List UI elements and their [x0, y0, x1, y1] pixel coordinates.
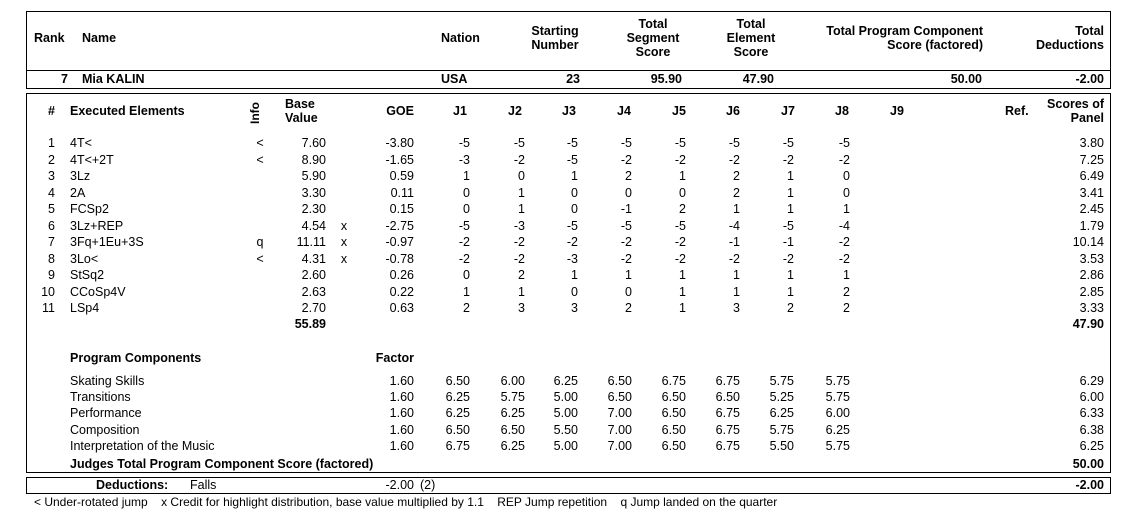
element-judge-score: 0	[571, 202, 578, 216]
component-judge-score: 6.25	[769, 406, 794, 421]
component-judge-score: 6.25	[500, 406, 525, 421]
element-goe: 0.15	[389, 202, 414, 216]
element-row	[0, 234, 1132, 250]
component-judge-score: 5.50	[553, 422, 578, 437]
element-row	[0, 300, 1132, 316]
nation-label: Nation	[441, 31, 480, 45]
element-goe: -3.80	[385, 136, 414, 150]
legend-under-rotated: < Under-rotated jump	[34, 495, 148, 509]
starting-number-label: Starting Number	[531, 24, 579, 52]
skater-total-deductions: -2.00	[1075, 72, 1104, 86]
element-goe: -0.78	[385, 251, 414, 266]
component-judge-score: 6.00	[825, 406, 850, 421]
element-number: 3	[48, 169, 55, 183]
element-panel-score: 2.85	[1079, 284, 1104, 299]
factor-label: Factor	[375, 351, 414, 365]
element-panel-score: 6.49	[1079, 169, 1104, 183]
element-panel-score: 2.86	[1079, 268, 1104, 282]
element-judge-score: -5	[620, 218, 632, 233]
total-segment-score-label: Total Segment Score	[626, 17, 680, 59]
element-judge-score: -2	[674, 152, 686, 167]
pc-total-score: 50.00	[1072, 457, 1104, 471]
element-judge-score: 2	[463, 301, 470, 315]
element-number: 1	[48, 136, 55, 150]
component-judge-score: 6.25	[825, 422, 850, 437]
element-judge-score: -5	[620, 136, 632, 150]
deductions-type: Falls	[190, 478, 217, 492]
element-judge-score: 2	[625, 169, 632, 183]
element-judge-score: -1	[782, 235, 794, 249]
element-goe: 0.22	[389, 284, 414, 299]
rank-label: Rank	[34, 31, 65, 45]
legend-jump-repetition: REP Jump repetition	[497, 495, 608, 509]
element-judge-score: -5	[458, 136, 470, 150]
element-judge-score: -2	[458, 235, 470, 249]
header-divider	[26, 70, 1111, 71]
component-judge-score: 6.75	[715, 422, 740, 437]
total-deductions-label: Total Deductions	[1035, 24, 1104, 52]
element-judge-score: -4	[728, 218, 740, 233]
element-judge-score: 1	[787, 268, 794, 282]
element-judge-score: 1	[787, 202, 794, 216]
component-judge-score: 6.25	[500, 438, 525, 453]
component-factor: 1.60	[389, 422, 414, 437]
component-judge-score: 6.50	[500, 422, 525, 437]
element-base-value: 4.31	[301, 251, 326, 266]
element-base-value: 11.11	[296, 235, 326, 249]
col-ref-label: Ref.	[1005, 104, 1029, 118]
element-judge-score: -3	[458, 152, 470, 167]
element-judge-score: 0	[625, 284, 632, 299]
element-judge-score: 1	[787, 169, 794, 183]
element-judge-score: 1	[787, 284, 794, 299]
program-component-row	[0, 405, 1132, 421]
element-judge-score: 2	[733, 169, 740, 183]
col-judge-1-label: J1	[453, 104, 467, 118]
element-judge-score: 0	[571, 284, 578, 299]
element-judge-score: 1	[679, 284, 686, 299]
element-row	[0, 267, 1132, 283]
element-number: 5	[48, 202, 55, 216]
element-name: CCoSp4V	[70, 284, 126, 299]
program-components-label: Program Components	[70, 351, 202, 365]
component-judge-score: 5.00	[553, 406, 578, 421]
program-component-row	[0, 389, 1132, 405]
element-judge-score: -2	[782, 251, 794, 266]
component-judge-score: 6.50	[607, 390, 632, 405]
legend-quarter: q Jump landed on the quarter	[620, 495, 778, 509]
component-judge-score: 5.75	[825, 438, 850, 453]
element-number: 2	[48, 152, 55, 167]
col-judge-9-label: J9	[890, 104, 904, 118]
element-number: 10	[41, 284, 55, 299]
element-judge-score: -2	[620, 251, 632, 266]
component-judge-score: 6.50	[445, 374, 470, 388]
element-judge-score: 1	[679, 268, 686, 282]
element-goe: 0.59	[389, 169, 414, 183]
element-number: 4	[48, 185, 55, 200]
deductions-box	[26, 477, 1111, 494]
element-judge-score: -2	[838, 251, 850, 266]
component-judge-score: 6.50	[607, 374, 632, 388]
element-number: 9	[48, 268, 55, 282]
component-judge-score: 6.75	[715, 374, 740, 388]
element-name: 4T<+2T	[70, 152, 114, 167]
element-goe: -2.75	[385, 218, 414, 233]
element-judge-score: 0	[679, 185, 686, 200]
component-judge-score: 6.50	[661, 390, 686, 405]
component-judge-score: 6.75	[445, 438, 470, 453]
element-base-value: 2.60	[301, 268, 326, 282]
element-judge-score: 1	[518, 284, 525, 299]
element-goe: -0.97	[385, 235, 414, 249]
element-judge-score: 1	[843, 202, 850, 216]
element-judge-score: 1	[571, 169, 578, 183]
element-judge-score: 1	[518, 202, 525, 216]
element-judge-score: 2	[787, 301, 794, 315]
legend-credit-highlight: x Credit for highlight distribution, base value multiplied by 1.1	[161, 495, 484, 509]
element-name: 3Lz+REP	[70, 218, 124, 233]
element-judge-score: 1	[679, 169, 686, 183]
skater-name: Mia KALIN	[82, 72, 145, 86]
component-judge-score: 6.50	[661, 422, 686, 437]
element-number: 11	[42, 301, 55, 315]
component-judge-score: 5.75	[825, 390, 850, 405]
component-judge-score: 7.00	[607, 438, 632, 453]
skater-rank: 7	[61, 72, 68, 86]
element-judge-score: 1	[733, 268, 740, 282]
element-judge-score: -2	[782, 152, 794, 167]
component-judge-score: 5.75	[769, 422, 794, 437]
element-panel-score: 1.79	[1079, 218, 1104, 233]
element-row	[0, 218, 1132, 234]
element-panel-score: 3.33	[1079, 301, 1104, 315]
element-judge-score: -2	[728, 152, 740, 167]
element-row	[0, 185, 1132, 201]
element-judge-score: -2	[458, 251, 470, 266]
element-number: 7	[48, 235, 55, 249]
component-factor: 1.60	[389, 438, 414, 453]
element-base-value: 2.70	[301, 301, 326, 315]
element-judge-score: 0	[463, 185, 470, 200]
element-judge-score: 2	[679, 202, 686, 216]
element-base-value: 2.63	[301, 284, 326, 299]
col-judge-6-label: J6	[726, 104, 740, 118]
col-judge-5-label: J5	[672, 104, 686, 118]
element-name: 3Lo<	[70, 251, 99, 266]
deductions-total: -2.00	[1075, 478, 1104, 492]
component-judge-score: 5.75	[825, 374, 850, 388]
component-panel-score: 6.29	[1079, 374, 1104, 388]
element-row	[0, 135, 1132, 151]
col-base-value-label: Base Value	[285, 97, 318, 125]
component-judge-score: 6.75	[661, 374, 686, 388]
component-judge-score: 6.50	[715, 390, 740, 405]
element-judge-score: 1	[463, 169, 470, 183]
element-info: <	[256, 152, 264, 167]
component-judge-score: 5.50	[769, 438, 794, 453]
element-row	[0, 284, 1132, 300]
component-judge-score: 6.75	[715, 406, 740, 421]
component-panel-score: 6.00	[1079, 390, 1104, 405]
element-base-value: 8.90	[301, 152, 326, 167]
element-name: 2A	[70, 185, 86, 200]
component-judge-score: 5.00	[553, 390, 578, 405]
element-judge-score: 0	[625, 185, 632, 200]
element-judge-score: 2	[733, 185, 740, 200]
element-bonus-flag: x	[340, 251, 348, 266]
element-judge-score: -5	[513, 136, 525, 150]
elements-base-total: 55.89	[294, 317, 326, 331]
element-judge-score: -2	[513, 251, 525, 266]
element-judge-score: -3	[566, 251, 578, 266]
element-judge-score: 2	[843, 284, 850, 299]
element-bonus-flag: x	[340, 235, 348, 249]
element-panel-score: 10.14	[1072, 235, 1104, 249]
col-executed-elements-label: Executed Elements	[70, 104, 185, 118]
element-name: FCSp2	[70, 202, 109, 216]
component-name: Composition	[70, 422, 140, 437]
element-base-value: 3.30	[301, 185, 326, 200]
element-judge-score: -2	[513, 152, 525, 167]
element-bonus-flag: x	[340, 218, 348, 233]
total-element-score-label: Total Element Score	[726, 17, 776, 59]
element-judge-score: -5	[566, 136, 578, 150]
element-judge-score: 1	[625, 268, 632, 282]
skater-starting-number: 23	[566, 72, 580, 86]
element-judge-score: 2	[518, 268, 525, 282]
element-info: q	[256, 235, 264, 249]
element-base-value: 4.54	[301, 218, 326, 233]
element-judge-score: -1	[620, 202, 632, 216]
element-number: 8	[48, 251, 55, 266]
element-judge-score: 0	[843, 185, 850, 200]
element-judge-score: 0	[518, 169, 525, 183]
element-judge-score: 2	[625, 301, 632, 315]
component-judge-score: 5.25	[769, 390, 794, 405]
element-judge-score: 1	[733, 202, 740, 216]
name-label: Name	[82, 31, 117, 45]
element-judge-score: -2	[674, 235, 686, 249]
skater-total-segment-score: 95.90	[650, 72, 682, 86]
element-judge-score: -5	[782, 218, 794, 233]
component-judge-score: 6.75	[715, 438, 740, 453]
element-goe: 0.11	[390, 185, 414, 200]
total-pcs-label: Total Program Component Score (factored)	[826, 24, 983, 52]
component-factor: 1.60	[389, 390, 414, 405]
pc-total-label: Judges Total Program Component Score (factored)	[70, 457, 374, 471]
element-base-value: 5.90	[301, 169, 326, 183]
element-judge-score: -2	[513, 235, 525, 249]
component-judge-score: 6.25	[553, 374, 578, 388]
element-judge-score: -5	[838, 136, 850, 150]
component-panel-score: 6.33	[1079, 406, 1104, 421]
col-judge-4-label: J4	[617, 104, 631, 118]
element-judge-score: -5	[674, 218, 686, 233]
element-judge-score: 1	[843, 268, 850, 282]
element-judge-score: -2	[728, 251, 740, 266]
element-judge-score: -2	[838, 235, 850, 249]
col-judge-8-label: J8	[835, 104, 849, 118]
element-judge-score: 1	[679, 301, 686, 315]
element-judge-score: 3	[571, 301, 578, 315]
element-row	[0, 168, 1132, 184]
element-judge-score: -4	[838, 218, 850, 233]
component-name: Transitions	[70, 390, 131, 405]
program-component-row	[0, 422, 1132, 438]
element-name: StSq2	[70, 268, 105, 282]
col-info-label: Info	[248, 102, 262, 124]
element-judge-score: 3	[518, 301, 525, 315]
element-judge-score: 0	[463, 202, 470, 216]
element-panel-score: 3.80	[1079, 136, 1104, 150]
component-judge-score: 7.00	[607, 406, 632, 421]
component-judge-score: 6.25	[445, 406, 470, 421]
element-info: <	[256, 136, 264, 150]
element-judge-score: 0	[571, 185, 578, 200]
element-name: 4T<	[70, 136, 92, 150]
element-name: 3Fq+1Eu+3S	[70, 235, 144, 249]
element-judge-score: 0	[843, 169, 850, 183]
deductions-value: -2.00	[385, 478, 414, 492]
component-judge-score: 6.50	[445, 422, 470, 437]
component-factor: 1.60	[389, 406, 414, 421]
element-goe: 0.63	[389, 301, 414, 315]
component-judge-score: 6.50	[661, 406, 686, 421]
component-panel-score: 6.25	[1079, 438, 1104, 453]
element-judge-score: -5	[458, 218, 470, 233]
element-panel-score: 3.53	[1079, 251, 1104, 266]
legend	[34, 495, 787, 509]
program-component-row	[0, 373, 1132, 389]
element-judge-score: -5	[566, 218, 578, 233]
element-name: 3Lz	[70, 169, 91, 183]
component-judge-score: 5.75	[769, 374, 794, 388]
element-judge-score: -5	[728, 136, 740, 150]
deductions-label: Deductions:	[96, 478, 169, 492]
element-judge-score: 1	[733, 284, 740, 299]
element-judge-score: -2	[620, 235, 632, 249]
element-info: <	[256, 251, 264, 266]
element-judge-score: -2	[620, 152, 632, 167]
program-component-row	[0, 438, 1132, 454]
element-base-value: 2.30	[301, 202, 326, 216]
col-num-label: #	[48, 104, 55, 118]
element-judge-score: 2	[843, 301, 850, 315]
deductions-count: (2)	[420, 478, 436, 492]
element-judge-score: 1	[463, 284, 470, 299]
component-judge-score: 6.25	[445, 390, 470, 405]
component-judge-score: 5.00	[553, 438, 578, 453]
element-panel-score: 2.45	[1079, 202, 1104, 216]
element-judge-score: -3	[513, 218, 525, 233]
component-judge-score: 6.00	[500, 374, 525, 388]
element-judge-score: -2	[838, 152, 850, 167]
element-judge-score: -2	[566, 235, 578, 249]
element-judge-score: 0	[463, 268, 470, 282]
element-judge-score: 1	[787, 185, 794, 200]
element-judge-score: 1	[518, 185, 525, 200]
skater-nation: USA	[441, 72, 468, 86]
element-panel-score: 7.25	[1079, 152, 1104, 167]
col-judge-7-label: J7	[781, 104, 795, 118]
elements-score-total: 47.90	[1072, 317, 1104, 331]
col-scores-of-panel-label: Scores of Panel	[1047, 97, 1104, 125]
component-factor: 1.60	[389, 374, 414, 388]
col-judge-3-label: J3	[562, 104, 576, 118]
element-number: 6	[48, 218, 55, 233]
skater-total-element-score: 47.90	[742, 72, 774, 86]
element-base-value: 7.60	[301, 136, 326, 150]
element-row	[0, 201, 1132, 217]
element-row	[0, 152, 1132, 168]
element-judge-score: -2	[674, 251, 686, 266]
component-judge-score: 6.50	[661, 438, 686, 453]
component-panel-score: 6.38	[1079, 422, 1104, 437]
skater-total-pcs: 50.00	[950, 72, 982, 86]
component-name: Skating Skills	[70, 374, 145, 388]
element-goe: -1.65	[385, 152, 414, 167]
element-judge-score: -5	[674, 136, 686, 150]
element-goe: 0.26	[389, 268, 414, 282]
component-judge-score: 7.00	[607, 422, 632, 437]
element-judge-score: -5	[566, 152, 578, 167]
element-judge-score: 3	[733, 301, 740, 315]
component-name: Performance	[70, 406, 142, 421]
col-goe-label: GOE	[386, 104, 414, 118]
component-name: Interpretation of the Music	[70, 438, 215, 453]
element-judge-score: -1	[728, 235, 740, 249]
component-judge-score: 5.75	[500, 390, 525, 405]
element-judge-score: 1	[571, 268, 578, 282]
element-row	[0, 251, 1132, 267]
element-panel-score: 3.41	[1079, 185, 1104, 200]
col-judge-2-label: J2	[508, 104, 522, 118]
element-judge-score: -5	[782, 136, 794, 150]
element-name: LSp4	[70, 301, 100, 315]
